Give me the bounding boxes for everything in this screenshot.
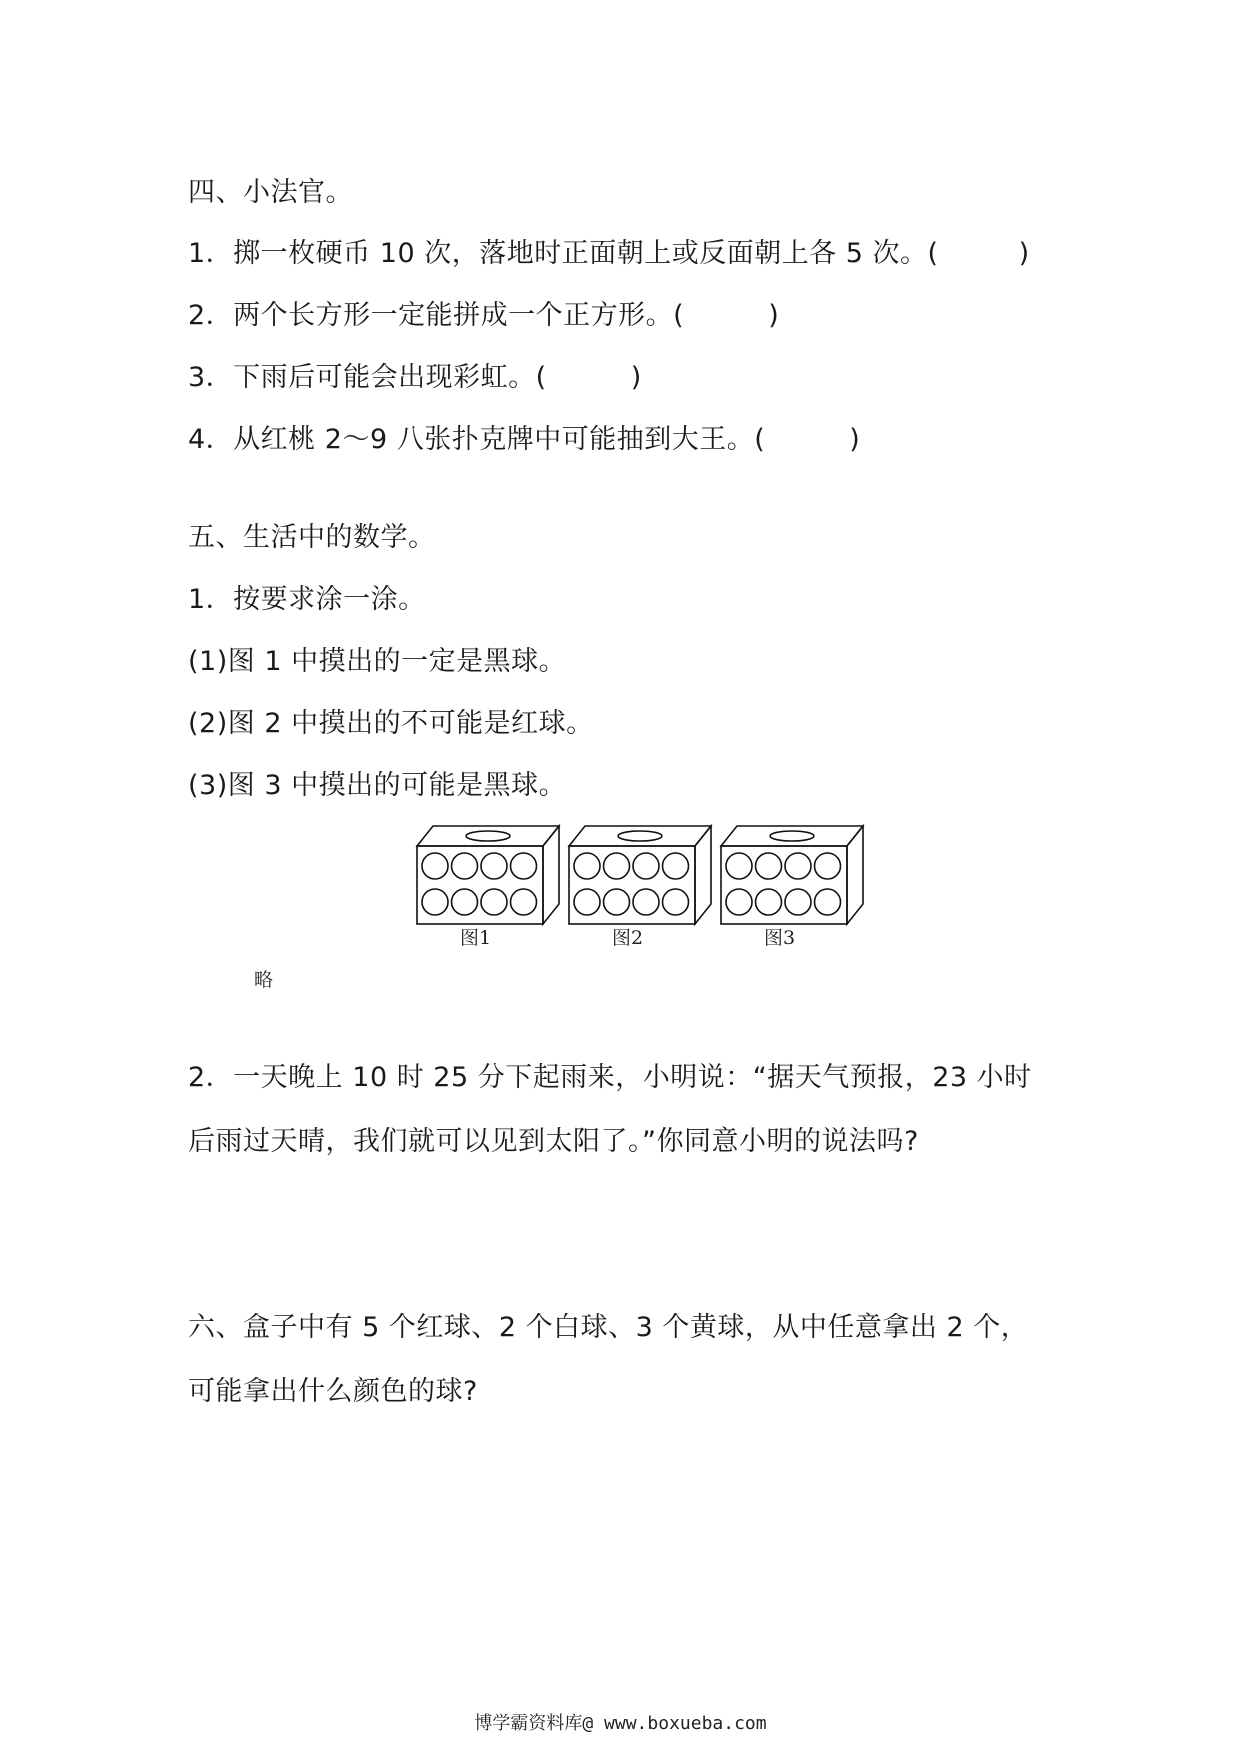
- section5-question-2-line-1: 2．一天晚上 10 时 25 分下起雨来，小明说：“据天气预报，23 小时: [188, 1062, 1032, 1093]
- box-2-front: [569, 846, 695, 924]
- ball-3-1: [726, 853, 752, 879]
- section5-heading: 五、生活中的数学。: [188, 522, 436, 553]
- section4-question-1: [188, 236, 1030, 272]
- close-paren: ): [630, 362, 642, 393]
- box-1-opening: [466, 831, 510, 841]
- ball-3-8: [815, 889, 841, 915]
- box-2-opening: [618, 831, 662, 841]
- box-2-top: [569, 826, 711, 846]
- ball-1-3: [481, 853, 507, 879]
- ball-2-3: [633, 853, 659, 879]
- ball-boxes-figure: [415, 818, 875, 958]
- section5-subquestion-3: (3)图 3 中摸出的可能是黑球。: [188, 770, 567, 801]
- ball-3-4: [815, 853, 841, 879]
- ball-3-7: [785, 889, 811, 915]
- figure-label-3: 图3: [764, 927, 796, 949]
- ball-2-2: [604, 853, 630, 879]
- figure-label-2: 图2: [612, 927, 644, 949]
- ball-2-8: [663, 889, 689, 915]
- close-paren: ): [1018, 238, 1030, 269]
- footer-watermark: 博学霸资料库@ www.boxueba.com: [474, 1713, 767, 1734]
- question-text: 4．从红桃 2～9 八张扑克牌中可能抽到大王。(: [188, 424, 766, 455]
- ball-2-5: [574, 889, 600, 915]
- box-3-side: [847, 826, 863, 924]
- box-3-opening: [770, 831, 814, 841]
- section4-question-2: [188, 298, 779, 334]
- box-1-side: [543, 826, 559, 924]
- close-paren: ): [849, 424, 861, 455]
- ball-1-5: [422, 889, 448, 915]
- section5-question-1-title: 1．按要求涂一涂。: [188, 584, 426, 615]
- ball-1-1: [422, 853, 448, 879]
- section5-subquestion-1: (1)图 1 中摸出的一定是黑球。: [188, 646, 567, 677]
- ball-3-6: [756, 889, 782, 915]
- section5-question-2-line-2: 后雨过天晴，我们就可以见到太阳了。”你同意小明的说法吗?: [188, 1126, 919, 1157]
- ball-1-2: [452, 853, 478, 879]
- ball-1-6: [452, 889, 478, 915]
- question-text: 1．掷一枚硬币 10 次，落地时正面朝上或反面朝上各 5 次。(: [188, 238, 939, 269]
- close-paren: ): [768, 300, 780, 331]
- question-text: 3．下雨后可能会出现彩虹。(: [188, 362, 547, 393]
- section6-question-line-1: 六、盒子中有 5 个红球、2 个白球、3 个黄球，从中任意拿出 2 个，: [188, 1312, 1029, 1343]
- ball-1-4: [511, 853, 537, 879]
- ball-2-7: [633, 889, 659, 915]
- box-3-top: [721, 826, 863, 846]
- section5-subquestion-2: (2)图 2 中摸出的不可能是红球。: [188, 708, 594, 739]
- section4-question-4: [188, 422, 860, 458]
- section6-question-line-2: 可能拿出什么颜色的球?: [188, 1376, 478, 1407]
- ball-1-7: [481, 889, 507, 915]
- ball-1-8: [511, 889, 537, 915]
- ball-boxes-drawing: [415, 818, 875, 928]
- ball-2-6: [604, 889, 630, 915]
- ball-3-2: [756, 853, 782, 879]
- question-text: 2．两个长方形一定能拼成一个正方形。(: [188, 300, 685, 331]
- box-2-side: [695, 826, 711, 924]
- box-1-top: [417, 826, 559, 846]
- answer-omitted-note: 略: [254, 969, 274, 991]
- box-3-front: [721, 846, 847, 924]
- ball-2-4: [663, 853, 689, 879]
- section4-heading: 四、小法官。: [188, 177, 353, 208]
- ball-2-1: [574, 853, 600, 879]
- ball-3-5: [726, 889, 752, 915]
- ball-3-3: [785, 853, 811, 879]
- figure-label-1: 图1: [460, 927, 492, 949]
- section4-question-3: [188, 360, 642, 396]
- box-1-front: [417, 846, 543, 924]
